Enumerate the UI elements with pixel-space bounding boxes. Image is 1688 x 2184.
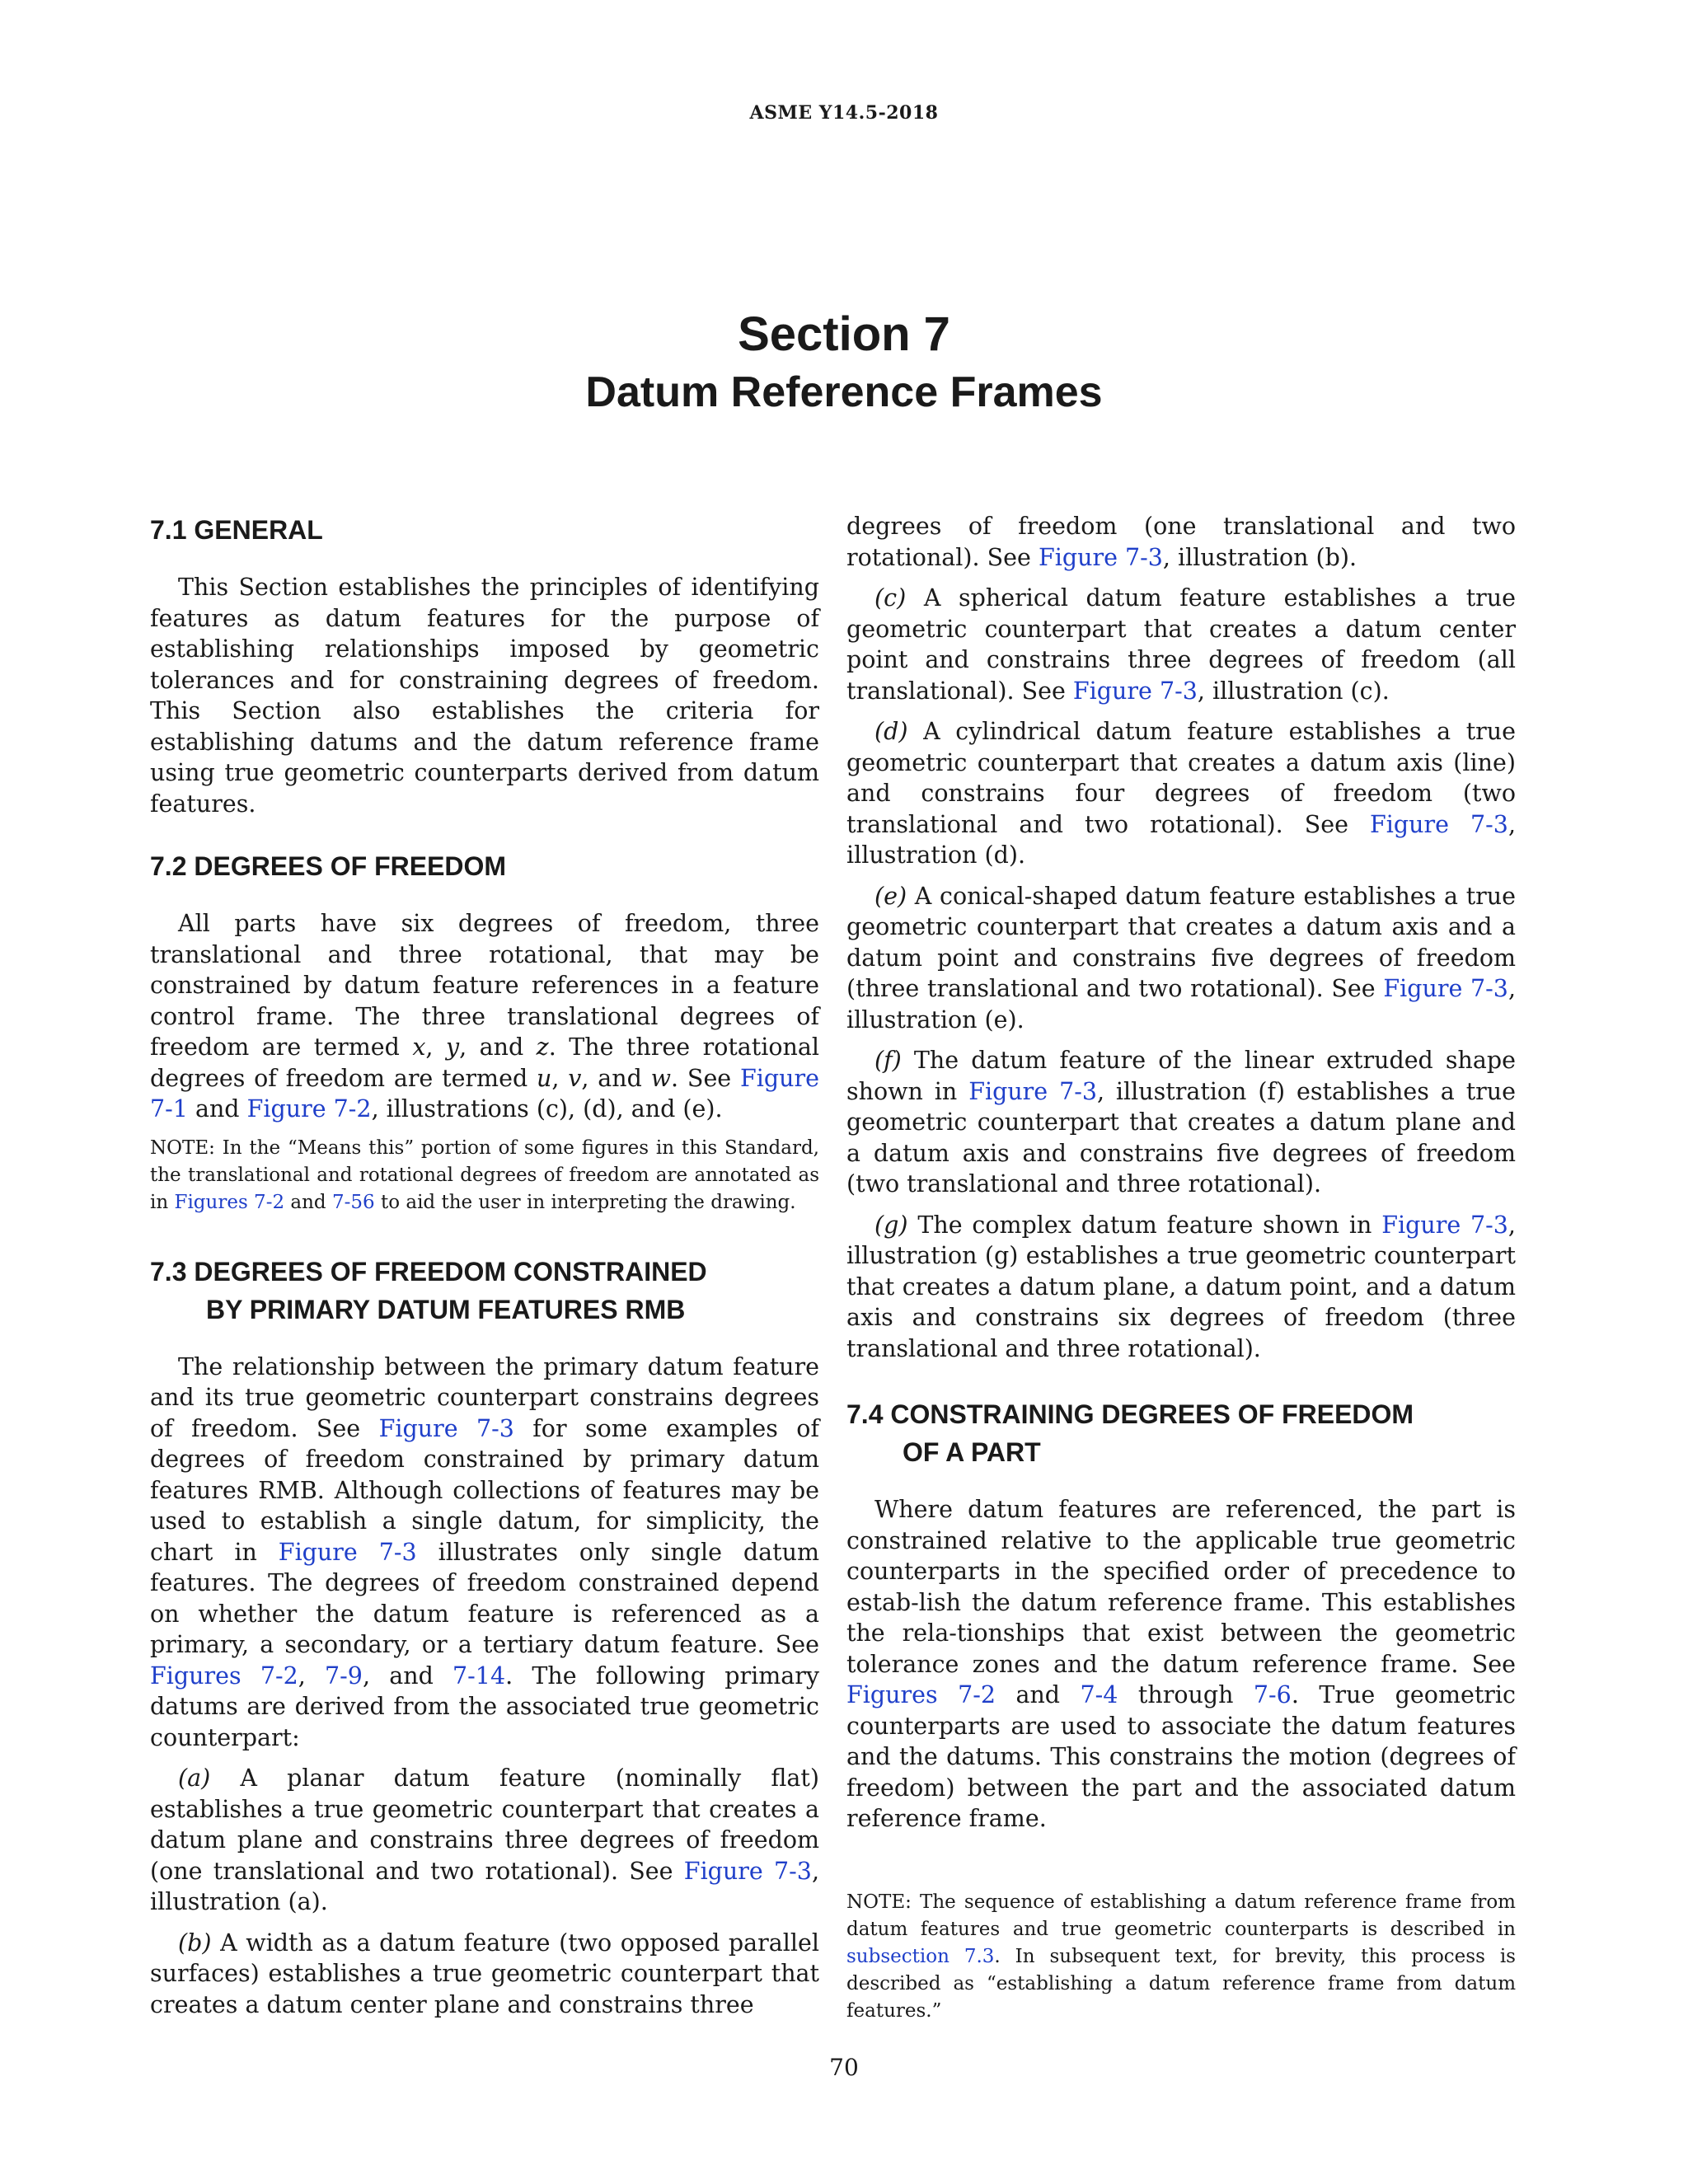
- item-d: (d) A cylindrical datum feature establishes a true geometric counterpart that creates a datum axis (line) and constrains four degrees of freedom (two translational and two rotational). See Figure 7-3, illustration (d).: [846, 718, 1516, 869]
- page-number: 70: [829, 2054, 859, 2081]
- heading-7-3: 7.3 DEGREES OF FREEDOM CONSTRAINED BY PRIMARY DATUM FEATURES RMB: [150, 1256, 707, 1324]
- link-figure-7-4[interactable]: 7-4: [1080, 1681, 1118, 1708]
- item-e: (e) A conical-shaped datum feature establishes a true geometric counterpart that creates a datum axis and a datum point and constrains five degrees of freedom (three translational and two rotational). See Figure 7-3, illustration (e).: [846, 882, 1516, 1033]
- link-figure-7-3[interactable]: Figure 7-3: [1072, 677, 1198, 705]
- section-number: Section 7: [738, 307, 950, 361]
- heading-7-1: 7.1 GENERAL: [150, 515, 323, 545]
- link-figure-7-3[interactable]: Figure 7-3: [683, 1857, 812, 1885]
- right-column: [846, 511, 1516, 2036]
- link-figure-7-3[interactable]: Figure 7-3: [278, 1538, 417, 1566]
- link-figures-7-2[interactable]: Figures 7-2: [846, 1681, 996, 1708]
- item-f: (f) The datum feature of the linear extruded shape shown in Figure 7-3, illustration (f) establishes a true geometric counterpart that creates a datum plane and a datum axis and constrains five degrees of freedom (two translational and three rotational).: [846, 1047, 1516, 1197]
- note-7-4: NOTE: The sequence of establishing a datum reference frame from datum features and true geometric counterparts is described in subsection 7.3. In subsequent text, for brevity, this process is described as “establishing a datum reference frame from datum features.”: [846, 1891, 1516, 2022]
- link-figure-7-3[interactable]: Figure 7-3: [1383, 975, 1508, 1002]
- item-a: (a) A planar datum feature (nominally flat) establishes a true geometric counterpart that creates a datum plane and constrains three degrees of freedom (one translational and two rotational). See Figure 7-3, illustration (a).: [150, 1765, 819, 1915]
- link-figure-7-3[interactable]: Figure 7-3: [1370, 810, 1508, 838]
- link-figure-7-14[interactable]: 7-14: [452, 1661, 506, 1690]
- paragraph-7-4: Where datum features are referenced, the part is constrained relative to the applicable true geometric counterparts in the specified order of precedence to estab-lish the datum reference frame. This establishes the rela-tionships that exist between the geometric tolerance zones and the datum reference frame. See Figures 7-2 and 7-4 through 7-6. True geometric counterparts are used to associate the datum features and the datums. This constrains the motion (degrees of freedom) between the part and the associated datum reference frame.: [846, 1496, 1516, 1832]
- link-figures-7-2[interactable]: Figures 7-2: [174, 1191, 285, 1213]
- item-g: (g) The complex datum feature shown in Figure 7-3, illustration (g) establishes a true geometric counterpart that creates a datum plane, a datum point, and a datum axis and constrains six degrees of freedom (three translational and three rotational).: [846, 1211, 1516, 1362]
- item-c: (c) A spherical datum feature establishes a true geometric counterpart that creates a datum center point and constrains three degrees of freedom (all translational). See Figure 7-3, illustration (c).: [846, 584, 1516, 705]
- link-figure-7-6[interactable]: 7-6: [1253, 1681, 1292, 1708]
- link-figure-7-1[interactable]: Figure 7-1: [150, 1064, 819, 1122]
- paragraph-7-1: This Section establishes the principles of identifying features as datum features for the purpose of establishing relationships imposed by geometric tolerances and for constraining degrees of freedom. This Section also establishes the criteria for establishing datums and the datum reference frame using true geometric counterparts derived from datum features.: [150, 574, 819, 818]
- link-subsection-7-3[interactable]: subsection 7.3: [846, 1945, 995, 1967]
- heading-7-2: 7.2 DEGREES OF FREEDOM: [150, 851, 507, 881]
- heading-7-4: 7.4 CONSTRAINING DEGREES OF FREEDOM OF A PART: [846, 1399, 1414, 1467]
- paragraph-7-2: All parts have six degrees of freedom, three translational and three rotational, that may be constrained by datum feature references in a feature control frame. The three translational degrees of freedom are termed x, y, and z. The three rotational degrees of freedom are termed u, v, and w. See Figure 7-1 and Figure 7-2, illustrations (c), (d), and (e).: [150, 910, 819, 1122]
- section-title: Datum Reference Frames: [585, 368, 1103, 416]
- note-7-2: NOTE: In the “Means this” portion of some figures in this Standard, the translational and rotational degrees of freedom are annotated as in Figures 7-2 and 7-56 to aid the user in interpreting the drawing.: [150, 1137, 819, 1213]
- link-figure-7-3[interactable]: Figure 7-3: [1381, 1211, 1508, 1239]
- item-b-continued: degrees of freedom (one translational and two rotational). See Figure 7-3, illustration (b).: [846, 513, 1516, 571]
- link-figure-7-9[interactable]: 7-9: [325, 1661, 363, 1690]
- link-figure-7-3[interactable]: Figure 7-3: [968, 1077, 1097, 1105]
- link-figures-7-2[interactable]: Figures 7-2: [150, 1661, 298, 1690]
- link-figure-7-3[interactable]: Figure 7-3: [1038, 543, 1163, 571]
- item-b: (b) A width as a datum feature (two opposed parallel surfaces) establishes a true geometric counterpart that creates a datum center plane and constrains three: [150, 1929, 819, 2018]
- link-figure-7-2[interactable]: Figure 7-2: [246, 1095, 372, 1122]
- link-figure-7-3[interactable]: Figure 7-3: [378, 1414, 514, 1442]
- running-head: ASME Y14.5-2018: [749, 102, 939, 124]
- left-column: [150, 511, 819, 2030]
- paragraph-7-3: The relationship between the primary datum feature and its true geometric counterpart constrains degrees of freedom. See Figure 7-3 for some examples of degrees of freedom constrained by primary datum features RMB. Although collections of features may be used to establish a single datum, for simplicity, the chart in Figure 7-3 illustrates only single datum features. The degrees of freedom constrained depend on whether the datum feature is referenced as a primary, a secondary, or a tertiary datum feature. See Figures 7-2, 7-9, and 7-14. The following primary datums are derived from the associated true geometric counterpart:: [150, 1352, 819, 1751]
- link-figure-7-56[interactable]: 7-56: [331, 1191, 375, 1213]
